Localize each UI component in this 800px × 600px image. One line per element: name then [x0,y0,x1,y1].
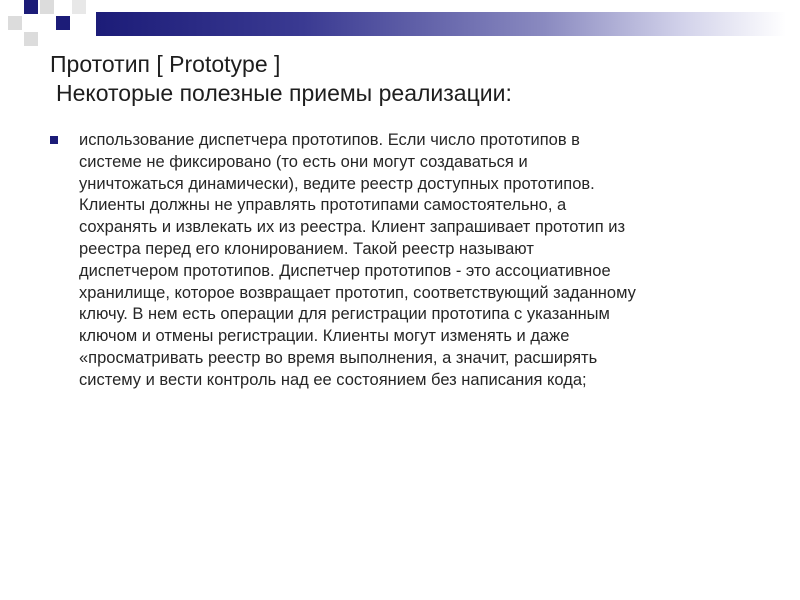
slide-title [50,50,770,108]
text-line: уничтожаться динамически), ведите реестр доступных прототипов. [79,174,595,193]
text-line: «просматривать реестр во время выполнения, а значит, расширять [79,348,598,367]
subtitle-line: Некоторые полезные приемы реализации: [56,80,512,106]
header-band [96,12,786,36]
decorative-squares [0,0,96,48]
text-line: системе не фиксировано (то есть они могут создаваться и [79,152,528,171]
decor-square [40,16,54,30]
text-line: хранилище, которое возвращает прототип, соответствующий заданному [79,283,636,302]
text-line: реестра перед его клонированием. Такой реестр называют [79,239,534,258]
decor-square [8,16,22,30]
slide-content [50,130,770,392]
square-bullet-icon [50,136,58,144]
text-line: систему и вести контроль над ее состоянием без написания кода; [79,370,587,389]
bullet-item [50,130,770,392]
decor-square [72,0,86,14]
decor-square [24,0,38,14]
text-line: Клиенты должны не управлять прототипами самостоятельно, а [79,196,567,215]
decor-square [40,0,54,14]
decor-square [24,32,38,46]
text-line: использование диспетчера прототипов. Если число прототипов в [79,131,580,149]
text-line: сохранять и извлекать их из реестра. Клиент запрашивает прототип из [79,218,626,237]
bullet-text [79,130,759,392]
text-line: ключу. В нем есть операции для регистрации прототипа с указанным [79,305,610,324]
decor-square [56,16,70,30]
title-line: Прототип [ Prototype ] [50,51,281,77]
text-line: ключом и отмены регистрации. Клиенты могут изменять и даже [79,327,570,346]
text-line: диспетчером прототипов. Диспетчер прототипов - это ассоциативное [79,261,611,280]
